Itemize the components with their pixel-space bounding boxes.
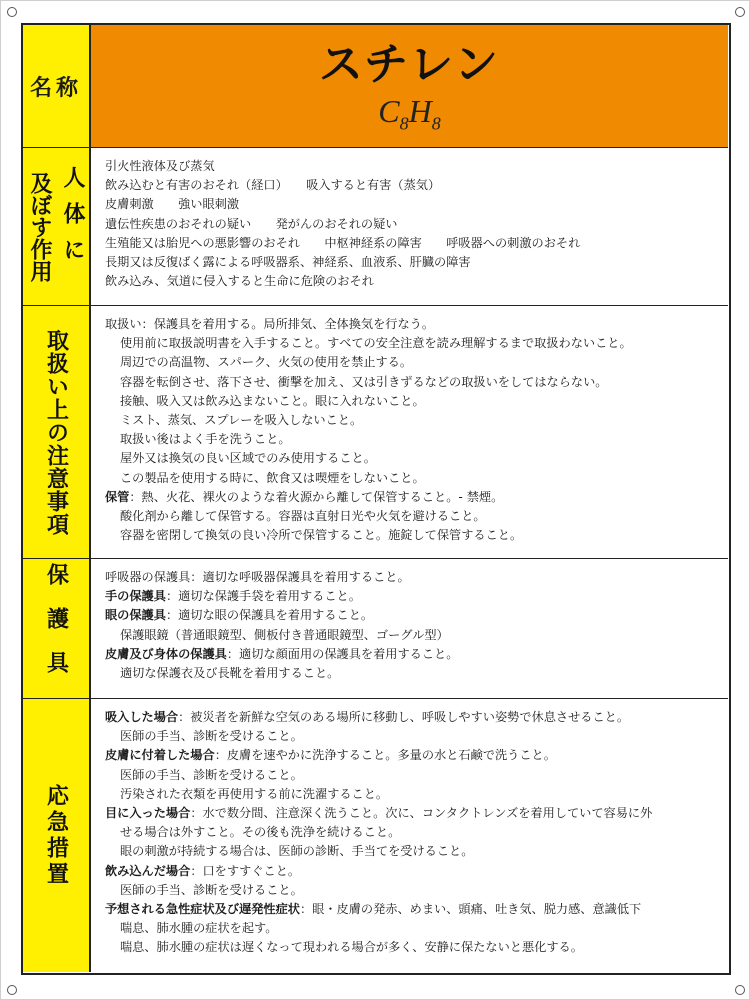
substance-name: スチレン (318, 39, 501, 90)
health-effect-line: 引火性液体及び蒸気 (105, 159, 215, 173)
formula-count-h: 8 (431, 113, 441, 134)
mounting-hole-bottom-right (735, 985, 745, 995)
handling-line (105, 469, 716, 488)
first-aid-text: 医師の手当、診断を受けること。 (120, 729, 303, 744)
ppe-keyword: 眼の保護具 (105, 608, 166, 623)
handling-text: 取扱い：保護具を着用する。局所排気、全体換気を行なう。 (105, 317, 435, 331)
first-aid-keyword: 予想される急性症状及び遅発性症状 (105, 902, 300, 917)
ppe-line (105, 664, 716, 683)
handling-line (105, 430, 716, 449)
handling-content (91, 306, 728, 558)
ppe-label-cell (23, 559, 91, 698)
first-aid-line (105, 785, 716, 804)
first-aid-text: 喘息、肺水腫の症状を起す。 (120, 921, 278, 936)
ppe-text: 呼吸器の保護具：適切な呼吸器保護具を着用すること。 (105, 570, 410, 584)
first-aid-text: 医師の手当、診断を受けること。 (120, 767, 303, 782)
handling-text: 取扱い後はよく手を洗うこと。 (120, 432, 291, 447)
health-effect-line: 皮膚刺激 強い眼刺激 (105, 197, 240, 212)
handling-text: 接触、吸入又は飲み込まないこと。眼に入れないこと。 (120, 393, 425, 408)
first-aid-line (105, 708, 716, 727)
first-aid-text: ：口をすすぐこと。 (190, 863, 301, 878)
handling-line (105, 334, 716, 353)
first-aid-text: 医師の手当、診断を受けること。 (120, 882, 303, 897)
formula-element-c: C (378, 93, 400, 129)
formula-element-h: H (408, 93, 432, 129)
ppe-line (105, 606, 716, 625)
handling-text: この製品を使用する時に、飲食又は喫煙をしないこと。 (120, 470, 425, 485)
mounting-hole-top-right (735, 7, 745, 17)
first-aid-line (105, 881, 716, 900)
first-aid-keyword: 吸入した場合 (105, 710, 179, 724)
handling-line (105, 449, 716, 468)
ppe-label: 保護具 (43, 562, 69, 695)
ppe-keyword: 手の保護具 (105, 589, 166, 604)
handling-text: 酸化剤から離して保管する。容器は直射日光や火気を避けること。 (120, 509, 486, 524)
first-aid-keyword: 目に入った場合 (105, 806, 191, 821)
first-aid-line (105, 804, 716, 823)
handling-label-cell (23, 306, 91, 558)
handling-text: 容器を転倒させ、落下させ、衝撃を加え、又は引きずるなどの取扱いをしてはならない。 (120, 374, 608, 389)
first-aid-text: ：被災者を新鮮な空気のある場所に移動し、呼吸しやすい姿勢で休息させること。 (178, 710, 630, 724)
ppe-line (105, 645, 716, 664)
health-effects-row (23, 148, 728, 306)
first-aid-row (23, 699, 728, 972)
handling-text: 周辺での高温物、スパーク、火気の使用を禁止する。 (120, 355, 413, 370)
health-effects-content (91, 148, 728, 305)
handling-keyword: 保管 (105, 489, 130, 504)
first-aid-text: せる場合は外すこと。その後も洗浄を続けること。 (120, 825, 401, 840)
first-aid-text: 汚染された衣類を再使用する前に洗濯すること。 (120, 786, 389, 801)
health-effects-label-cell (23, 148, 91, 305)
first-aid-line (105, 746, 716, 765)
first-aid-line (105, 766, 716, 785)
first-aid-content (91, 699, 728, 972)
handling-text: ミスト、蒸気、スプレーを吸入しないこと。 (120, 413, 363, 428)
first-aid-line (105, 727, 716, 746)
first-aid-text: 喘息、肺水腫の症状は遅くなって現われる場合が多く、安静に保たないと悪化する。 (120, 940, 583, 955)
first-aid-line (105, 823, 716, 842)
handling-row (23, 306, 728, 559)
ppe-text: ：適切な眼の保護具を着用すること。 (165, 608, 374, 623)
ppe-content (91, 559, 728, 698)
hazard-sheet (21, 23, 731, 975)
health-effect-line: 生殖能又は胎児への悪影響のおそれ 中枢神経系の障害 呼吸器への刺激のおそれ (105, 235, 581, 250)
handling-line (105, 526, 716, 545)
health-effect-line: 飲み込み、気道に侵入すると生命に危険のおそれ (105, 274, 374, 289)
mounting-hole-bottom-left (7, 985, 17, 995)
health-effect-line: 長期又は反復ばく露による呼吸器系、神経系、血液系、肝臓の障害 (105, 255, 471, 270)
handling-text: 容器を密閉して換気の良い冷所で保管すること。施錠して保管すること。 (120, 528, 523, 543)
first-aid-text: ：皮膚を速やかに洗浄すること。多量の水と石鹸で洗うこと。 (214, 748, 556, 763)
ppe-text: 保護眼鏡（普通眼鏡型、側板付き普通眼鏡型、ゴーグル型） (120, 627, 449, 642)
handling-line (105, 507, 716, 526)
health-label-col-right: 人体に (60, 165, 85, 274)
first-aid-keyword: 飲み込んだ場合 (105, 863, 191, 878)
first-aid-text: ：水で数分間、注意深く洗うこと。次に、コンタクトレンズを着用していて容易に外 (190, 806, 653, 821)
chemical-formula (91, 93, 728, 141)
ppe-line (105, 568, 716, 587)
ppe-text: ：適切な顔面用の保護具を着用すること。 (226, 646, 459, 661)
handling-line (105, 353, 716, 372)
handling-label: 取扱い上の注意事項 (43, 328, 69, 536)
handling-text: 使用前に取扱説明書を入手すること。すべての安全注意を読み理解するまで取扱わないこと。 (120, 336, 632, 351)
name-label-cell (23, 25, 91, 147)
handling-line (105, 488, 716, 507)
first-aid-line (105, 842, 716, 861)
ppe-text: ：適切な保護手袋を着用すること。 (165, 589, 361, 604)
ppe-line (105, 626, 716, 645)
first-aid-label: 応急措置 (43, 783, 69, 888)
substance-title-cell (91, 25, 728, 147)
first-aid-text: ：眼・皮膚の発赤、めまい、頭痛、吐き気、脱力感、意識低下 (300, 902, 642, 917)
ppe-keyword: 皮膚及び身体の保護具 (105, 646, 227, 661)
first-aid-line (105, 862, 716, 881)
name-label: 名称 (29, 75, 82, 101)
health-label-col-left: 及ぼす作用 (27, 171, 52, 282)
handling-text: ：熱、火花、裸火のような着火源から離して保管すること。- 禁煙。 (129, 489, 504, 504)
first-aid-keyword: 皮膚に付着した場合 (105, 748, 215, 763)
health-effect-line: 遺伝性疾患のおそれの疑い 発がんのおそれの疑い (105, 216, 398, 231)
first-aid-line (105, 938, 716, 957)
first-aid-line (105, 919, 716, 938)
first-aid-text: 眼の刺激が持続する場合は、医師の診断、手当てを受けること。 (120, 844, 474, 859)
first-aid-line (105, 900, 716, 919)
ppe-text: 適切な保護衣及び長靴を着用すること。 (120, 666, 340, 681)
handling-text: 屋外又は換気の良い区域でのみ使用すること。 (120, 451, 376, 466)
handling-line (105, 411, 716, 430)
handling-line (105, 315, 716, 334)
mounting-hole-top-left (7, 7, 17, 17)
first-aid-label-cell (23, 699, 91, 972)
health-effect-line: 飲み込むと有害のおそれ（経口） 吸入すると有害（蒸気） (105, 178, 441, 193)
handling-line (105, 392, 716, 411)
name-row (23, 25, 728, 148)
handling-line (105, 373, 716, 392)
ppe-line (105, 587, 716, 606)
formula-count-c: 8 (399, 113, 409, 134)
ppe-row (23, 559, 728, 699)
